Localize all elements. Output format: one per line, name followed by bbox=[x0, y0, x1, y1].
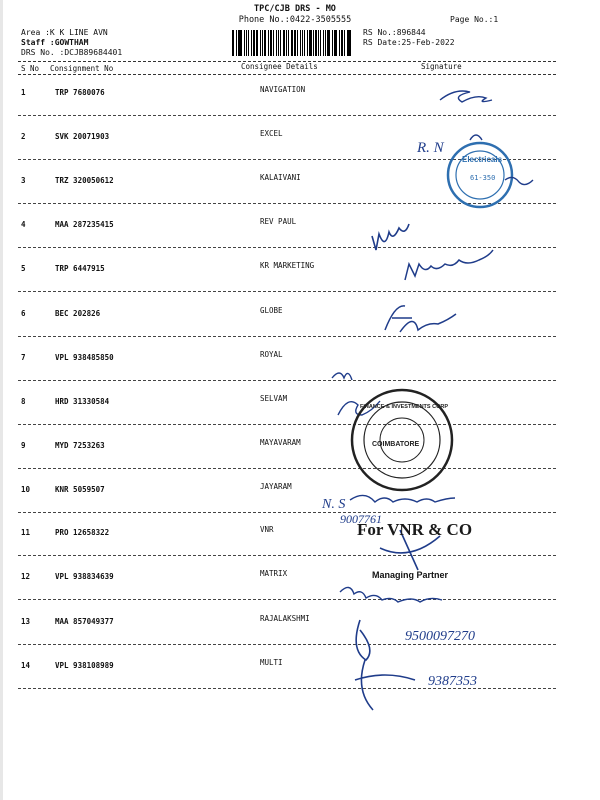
table-row bbox=[0, 520, 600, 564]
row-divider bbox=[18, 291, 556, 292]
table-row bbox=[0, 477, 600, 521]
row-sno: 9 bbox=[21, 441, 26, 450]
row-sno: 6 bbox=[21, 309, 26, 318]
managing-partner-stamp: Managing Partner bbox=[372, 570, 449, 580]
table-row bbox=[0, 653, 600, 697]
row-consignment: VPL 938108989 bbox=[55, 661, 114, 670]
row-sno: 12 bbox=[21, 572, 31, 581]
row-sno: 8 bbox=[21, 397, 26, 406]
finance-label: FINANCE & INVESTMENTS CORP bbox=[360, 404, 449, 410]
row-divider bbox=[18, 336, 556, 337]
svg-text:61-350: 61-350 bbox=[470, 174, 496, 182]
rs-number: RS No.:896844 bbox=[363, 28, 426, 37]
row-consignment: VPL 938485850 bbox=[55, 353, 114, 362]
row-sno: 10 bbox=[21, 485, 31, 494]
electricals-label: Electricals bbox=[462, 155, 503, 164]
row-sno: 5 bbox=[21, 264, 26, 273]
row-consignment: MAA 287235415 bbox=[55, 220, 114, 229]
col-consignment: Consignment No bbox=[50, 64, 114, 73]
row-consignee: KALAIVANI bbox=[260, 173, 301, 182]
page-number: Page No.:1 bbox=[450, 15, 499, 24]
row-consignment: MAA 857049377 bbox=[55, 617, 114, 626]
row-consignee: RAJALAKSHMI bbox=[260, 614, 310, 623]
signature-10-number: 9007761 bbox=[340, 512, 382, 526]
document-title: TPC/CJB DRS - MO bbox=[254, 4, 336, 14]
row-consignment: MYD 7253263 bbox=[55, 441, 105, 450]
table-row bbox=[0, 433, 600, 477]
area: Area :K K LINE AVN bbox=[21, 28, 108, 37]
row-consignment: KNR 5059507 bbox=[55, 485, 105, 494]
signature-2: R. N bbox=[417, 140, 444, 156]
row-sno: 7 bbox=[21, 353, 26, 362]
table-row bbox=[0, 389, 600, 433]
col-signature: Signature bbox=[421, 62, 462, 71]
row-divider bbox=[18, 115, 556, 116]
delivery-info bbox=[21, 28, 122, 58]
row-sno: 1 bbox=[21, 88, 26, 97]
row-divider bbox=[18, 468, 556, 469]
row-consignee: MATRIX bbox=[260, 569, 288, 578]
table-row bbox=[0, 80, 600, 124]
staff: Staff :GOWTHAM bbox=[21, 38, 89, 47]
rs-date: RS Date:25-Feb-2022 bbox=[363, 38, 455, 47]
row-consignee: NAVIGATION bbox=[260, 85, 306, 94]
row-consignee: KR MARKETING bbox=[260, 261, 315, 270]
column-header-divider bbox=[18, 74, 556, 75]
table-row bbox=[0, 212, 600, 256]
row-consignee: EXCEL bbox=[260, 129, 283, 138]
row-divider bbox=[18, 555, 556, 556]
table-row bbox=[0, 256, 600, 300]
row-consignment: TRZ 320050612 bbox=[55, 176, 114, 185]
row-consignment: SVK 20071903 bbox=[55, 132, 110, 141]
table-row bbox=[0, 124, 600, 168]
row-consignee: SELVAM bbox=[260, 394, 288, 403]
row-consignee: MAYAVARAM bbox=[260, 438, 301, 447]
row-divider bbox=[18, 247, 556, 248]
row-sno: 3 bbox=[21, 176, 26, 185]
row-consignment: HRD 31330584 bbox=[55, 397, 110, 406]
row-consignee: GLOBE bbox=[260, 306, 283, 315]
row-sno: 4 bbox=[21, 220, 26, 229]
row-consignee: MULTI bbox=[260, 658, 283, 667]
col-consignee: Consignee Details bbox=[241, 62, 318, 71]
barcode bbox=[232, 30, 352, 56]
row-sno: 11 bbox=[21, 528, 31, 537]
row-consignment: TRP 7680076 bbox=[55, 88, 105, 97]
row-consignee: REV PAUL bbox=[260, 217, 297, 226]
row-sno: 14 bbox=[21, 661, 31, 670]
table-row bbox=[0, 301, 600, 345]
signature-10: N. S bbox=[322, 497, 346, 512]
row-divider bbox=[18, 203, 556, 204]
drs-number: DRS No. :DCJB89684401 bbox=[21, 48, 123, 57]
signature-14-number: 9387353 bbox=[428, 674, 477, 689]
table-row bbox=[0, 345, 600, 389]
row-divider bbox=[18, 380, 556, 381]
row-divider bbox=[18, 424, 556, 425]
row-divider bbox=[18, 159, 556, 160]
row-consignee: VNR bbox=[260, 525, 274, 534]
table-row bbox=[0, 609, 600, 653]
row-consignment: TRP 6447915 bbox=[55, 264, 105, 273]
signature-13-number: 9500097270 bbox=[405, 629, 475, 644]
row-divider bbox=[18, 512, 556, 513]
table-row bbox=[0, 168, 600, 212]
row-divider bbox=[18, 688, 556, 689]
row-consignment: PRO 12658322 bbox=[55, 528, 110, 537]
vnr-stamp: For VNR & CO bbox=[357, 520, 473, 539]
row-consignee: JAYARAM bbox=[260, 482, 292, 491]
row-divider bbox=[18, 599, 556, 600]
col-sno: S No bbox=[21, 64, 40, 73]
table-row bbox=[0, 564, 600, 608]
row-consignee: ROYAL bbox=[260, 350, 283, 359]
row-divider bbox=[18, 644, 556, 645]
document-header bbox=[215, 4, 375, 26]
rs-info bbox=[363, 28, 455, 48]
row-consignment: VPL 938834639 bbox=[55, 572, 114, 581]
row-sno: 13 bbox=[21, 617, 31, 626]
row-consignment: BEC 202826 bbox=[55, 309, 101, 318]
row-sno: 2 bbox=[21, 132, 26, 141]
phone-number: Phone No.:0422-3505555 bbox=[238, 15, 352, 25]
coimbatore-label: COIMBATORE bbox=[372, 441, 420, 448]
